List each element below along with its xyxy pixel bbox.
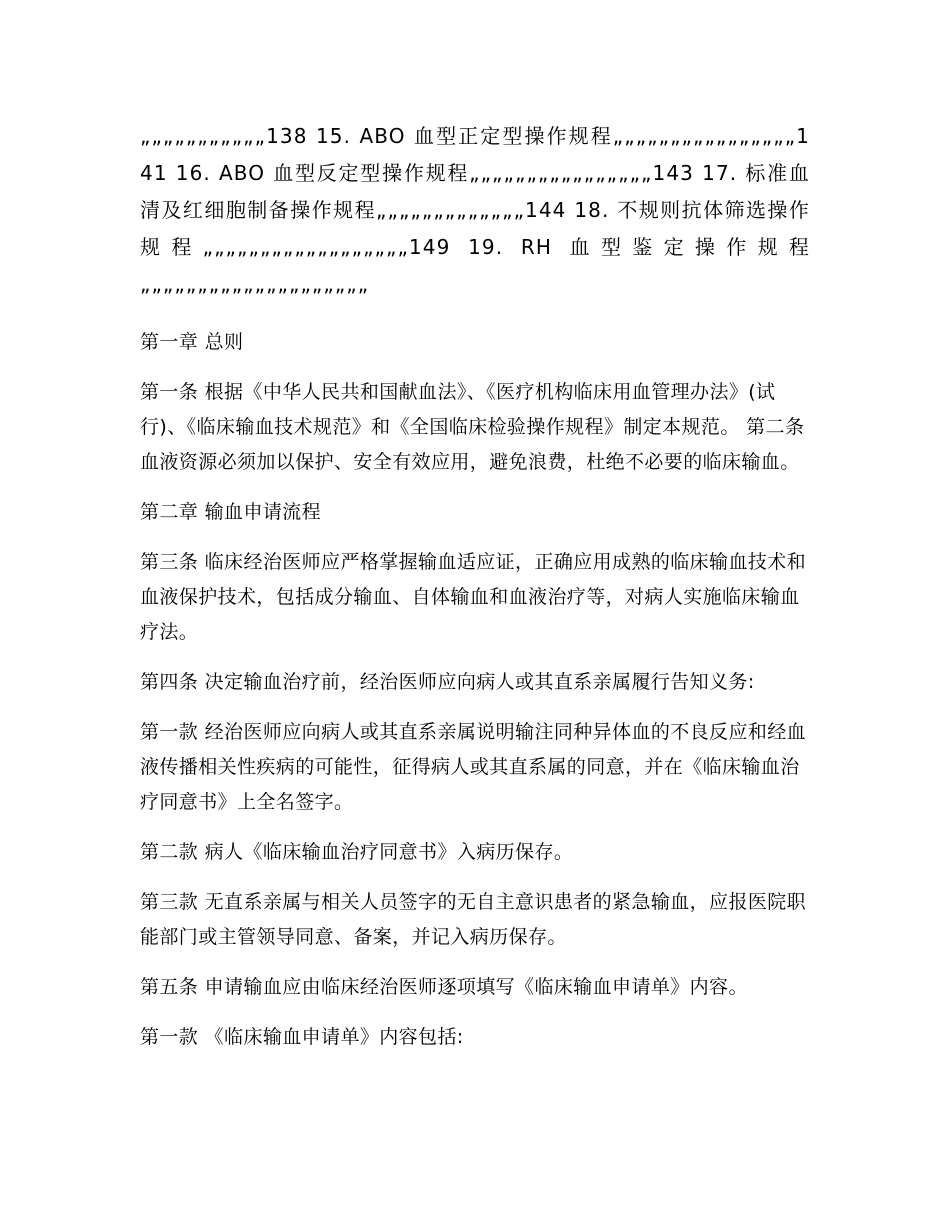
chapter-heading-general: 第一章 总则 — [140, 331, 244, 353]
article-paragraph: 第四条 决定输血治疗前，经治医师应向病人或其直系亲属履行告知义务: — [140, 671, 755, 693]
clause-paragraph: 第二款 病人《临床输血治疗同意书》入病历保存。 — [140, 841, 574, 863]
clause-paragraph: 第一款 《临床输血申请单》内容包括: — [140, 1026, 464, 1048]
clause-paragraph: 第一款 经治医师应向病人或其直系亲属说明输注同种异体血的不良反应和经血液传播相关性疾病的可能性，征得病人或其直系属的同意，并在《临床输血治疗同意书》上全名签字。 — [140, 721, 807, 813]
article-paragraph: 第三条 临床经治医师应严格掌握输血适应证，正确应用成熟的临床输血技术和血液保护技术，包括成分输血、自体输血和血液治疗等，对病人实施临床输血疗法。 — [140, 551, 807, 643]
table-of-contents-fragment: „„„„„„„„„„„138 15. ABO 血型正定型操作规程„„„„„„„„„„„„„„„„141 16. ABO 血型反定型操作规程„„„„„„„„„„„„„„„„143 17. 标准血清及红细胞制备操作规程„„„„„„„„„„„„„144 18. 不规则抗体筛选操作规程„„„„„„„„„„„„„„„„„„149 19. RH 血型鉴定操作规程„„„„„„„„„„„„„„„„„„„„ — [140, 124, 810, 296]
document-page — [140, 118, 810, 1070]
article-paragraph: 第五条 申请输血应由临床经治医师逐项填写《临床输血申请单》内容。 — [140, 976, 748, 998]
article-paragraph: 第一条 根据《中华人民共和国献血法》、《医疗机构临床用血管理办法》(试行)、《临床输血技术规范》和《全国临床检验操作规程》制定本规范。 第二条 血液资源必须加以保护、安全有效应用，避免浪费，杜绝不必要的临床输血。 — [140, 381, 805, 473]
clause-paragraph: 第三款 无直系亲属与相关人员签字的无自主意识患者的紧急输血，应报医院职能部门或主管领导同意、备案，并记入病历保存。 — [140, 891, 807, 948]
chapter-heading-transfusion-request: 第二章 输血申请流程 — [140, 501, 322, 523]
